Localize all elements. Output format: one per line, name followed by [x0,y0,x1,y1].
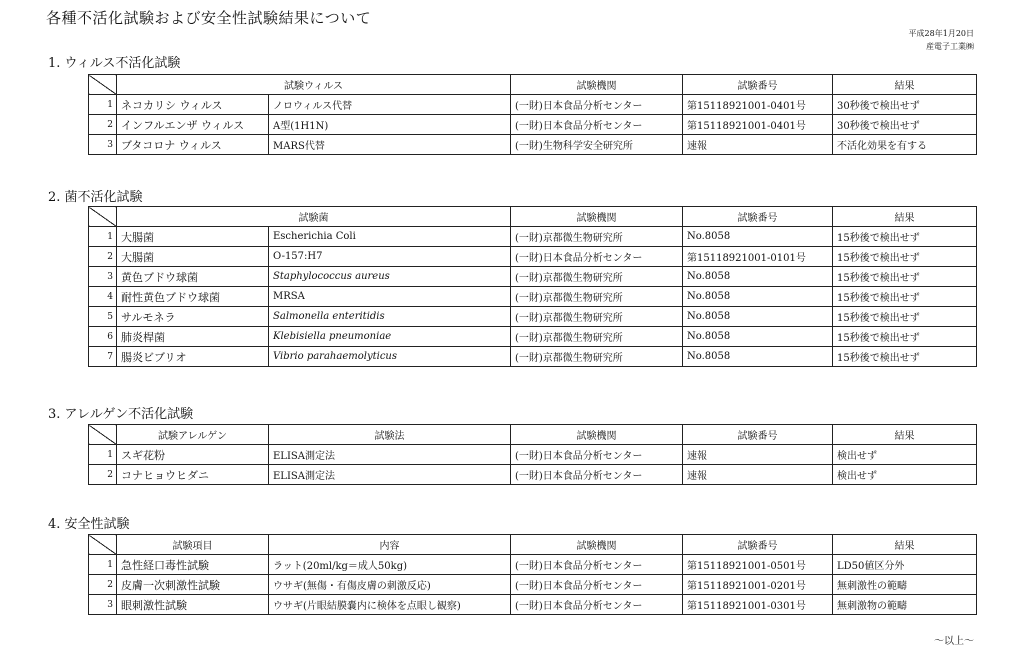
section-heading-virus: 1. ウィルス不活化試験 [48,56,181,71]
row-number: 3 [89,267,117,287]
header-institution: 試験機関 [511,535,683,555]
virus-table [88,74,977,155]
row-name: 大腸菌 [117,227,269,247]
row-test-number: 第15118921001-0201号 [683,575,833,595]
header-test-number: 試験番号 [683,425,833,445]
row-institution: (一財)日本食品分析センター [511,555,683,575]
row-number: 5 [89,307,117,327]
row-detail: ノロウィルス代替 [269,95,511,115]
row-test-number: 第15118921001-0401号 [683,115,833,135]
safety-table [88,534,977,615]
header-corner [89,535,117,555]
table-header-row [89,207,977,227]
document-title: 各種不活化試験および安全性試験結果について [46,9,372,27]
bacteria-table [88,206,977,367]
table-row [89,327,977,347]
row-institution: (一財)生物科学安全研究所 [511,135,683,155]
row-result: LD50値区分外 [833,555,977,575]
row-result: 15秒後で検出せず [833,347,977,367]
row-detail: Staphylococcus aureus [269,267,511,287]
row-test-number: 第15118921001-0501号 [683,555,833,575]
row-number: 1 [89,555,117,575]
header-test-number: 試験番号 [683,207,833,227]
row-institution: (一財)京都微生物研究所 [511,347,683,367]
table-row [89,555,977,575]
row-test-number: 速報 [683,465,833,485]
row-number: 2 [89,575,117,595]
header-method: 試験法 [269,425,511,445]
row-test-number: 速報 [683,445,833,465]
table-row [89,95,977,115]
section-heading-bacteria: 2. 菌不活化試験 [48,190,143,205]
row-number: 1 [89,227,117,247]
row-name: 腸炎ビブリオ [117,347,269,367]
row-institution: (一財)日本食品分析センター [511,115,683,135]
row-result: 検出せず [833,465,977,485]
row-name: スギ花粉 [117,445,269,465]
table-header-row [89,425,977,445]
row-name: インフルエンザ ウィルス [117,115,269,135]
document-company: 産電子工業㈱ [926,42,974,51]
row-number: 4 [89,287,117,307]
row-test-number: 第15118921001-0401号 [683,95,833,115]
row-name: コナヒョウヒダニ [117,465,269,485]
row-number: 2 [89,115,117,135]
row-name: 急性経口毒性試験 [117,555,269,575]
header-result: 結果 [833,75,977,95]
row-result: 15秒後で検出せず [833,227,977,247]
row-institution: (一財)京都微生物研究所 [511,267,683,287]
row-result: 15秒後で検出せず [833,327,977,347]
table-row [89,247,977,267]
row-name: サルモネラ [117,307,269,327]
document-meta [909,27,974,53]
row-result: 検出せず [833,445,977,465]
header-test-number: 試験番号 [683,75,833,95]
table-row [89,347,977,367]
header-institution: 試験機関 [511,75,683,95]
table-row [89,115,977,135]
row-test-number: No.8058 [683,347,833,367]
header-result: 結果 [833,535,977,555]
row-detail: ラット(20ml/kg＝成人50kg) [269,555,511,575]
row-institution: (一財)日本食品分析センター [511,575,683,595]
allergen-table [88,424,977,485]
row-detail: O-157:H7 [269,247,511,267]
header-corner [89,207,117,227]
section-heading-safety: 4. 安全性試験 [48,517,130,532]
row-test-number: No.8058 [683,227,833,247]
row-result: 15秒後で検出せず [833,267,977,287]
row-institution: (一財)日本食品分析センター [511,247,683,267]
row-detail: Escherichia Coli [269,227,511,247]
row-name: 大腸菌 [117,247,269,267]
table-header-row [89,535,977,555]
row-detail: A型(1H1N) [269,115,511,135]
row-name: ブタコロナ ウィルス [117,135,269,155]
row-institution: (一財)京都微生物研究所 [511,227,683,247]
header-subject: 試験ウィルス [117,75,511,95]
row-detail: Vibrio parahaemolyticus [269,347,511,367]
header-corner [89,425,117,445]
row-test-number: No.8058 [683,307,833,327]
row-test-number: No.8058 [683,287,833,307]
row-institution: (一財)京都微生物研究所 [511,327,683,347]
header-subject: 試験菌 [117,207,511,227]
header-institution: 試験機関 [511,425,683,445]
section-heading-allergen: 3. アレルゲン不活化試験 [48,407,194,422]
row-result: 15秒後で検出せず [833,307,977,327]
row-detail: MARS代替 [269,135,511,155]
row-result: 無刺激物の範疇 [833,595,977,615]
row-result: 30秒後で検出せず [833,95,977,115]
row-result: 不活化効果を有する [833,135,977,155]
row-name: 黄色ブドウ球菌 [117,267,269,287]
row-number: 1 [89,445,117,465]
row-detail: ウサギ(片眼結膜嚢内に検体を点眼し観察) [269,595,511,615]
table-header-row [89,75,977,95]
row-result: 30秒後で検出せず [833,115,977,135]
table-row [89,445,977,465]
row-name: 眼刺激性試験 [117,595,269,615]
row-result: 15秒後で検出せず [833,247,977,267]
table-row [89,465,977,485]
row-number: 2 [89,465,117,485]
row-test-number: No.8058 [683,267,833,287]
row-name: 肺炎桿菌 [117,327,269,347]
table-row [89,267,977,287]
row-name: 皮膚一次刺激性試験 [117,575,269,595]
row-name: 耐性黄色ブドウ球菌 [117,287,269,307]
header-content: 内容 [269,535,511,555]
closing-note: ～以上～ [934,636,974,647]
row-detail: ウサギ(無傷・有傷皮膚の刺激反応) [269,575,511,595]
header-result: 結果 [833,207,977,227]
row-institution: (一財)京都微生物研究所 [511,287,683,307]
header-subject: 試験アレルゲン [117,425,269,445]
row-number: 7 [89,347,117,367]
row-institution: (一財)日本食品分析センター [511,465,683,485]
table-row [89,575,977,595]
header-corner [89,75,117,95]
row-result: 15秒後で検出せず [833,287,977,307]
row-institution: (一財)日本食品分析センター [511,95,683,115]
document-date: 平成28年1月20日 [908,29,974,38]
table-row [89,227,977,247]
row-number: 2 [89,247,117,267]
header-result: 結果 [833,425,977,445]
row-detail: Klebisiella pneumoniae [269,327,511,347]
row-test-number: 第15118921001-0101号 [683,247,833,267]
row-name: ネコカリシ ウィルス [117,95,269,115]
row-detail: MRSA [269,287,511,307]
row-detail: Salmonella enteritidis [269,307,511,327]
table-row [89,287,977,307]
row-number: 6 [89,327,117,347]
row-result: 無刺激性の範疇 [833,575,977,595]
row-institution: (一財)日本食品分析センター [511,445,683,465]
row-detail: ELISA測定法 [269,465,511,485]
table-row [89,595,977,615]
row-number: 3 [89,135,117,155]
row-test-number: 速報 [683,135,833,155]
row-institution: (一財)京都微生物研究所 [511,307,683,327]
row-number: 3 [89,595,117,615]
header-test-number: 試験番号 [683,535,833,555]
header-subject: 試験項目 [117,535,269,555]
table-row [89,307,977,327]
row-detail: ELISA測定法 [269,445,511,465]
row-number: 1 [89,95,117,115]
row-test-number: No.8058 [683,327,833,347]
row-test-number: 第15118921001-0301号 [683,595,833,615]
header-institution: 試験機関 [511,207,683,227]
row-institution: (一財)日本食品分析センター [511,595,683,615]
table-row [89,135,977,155]
